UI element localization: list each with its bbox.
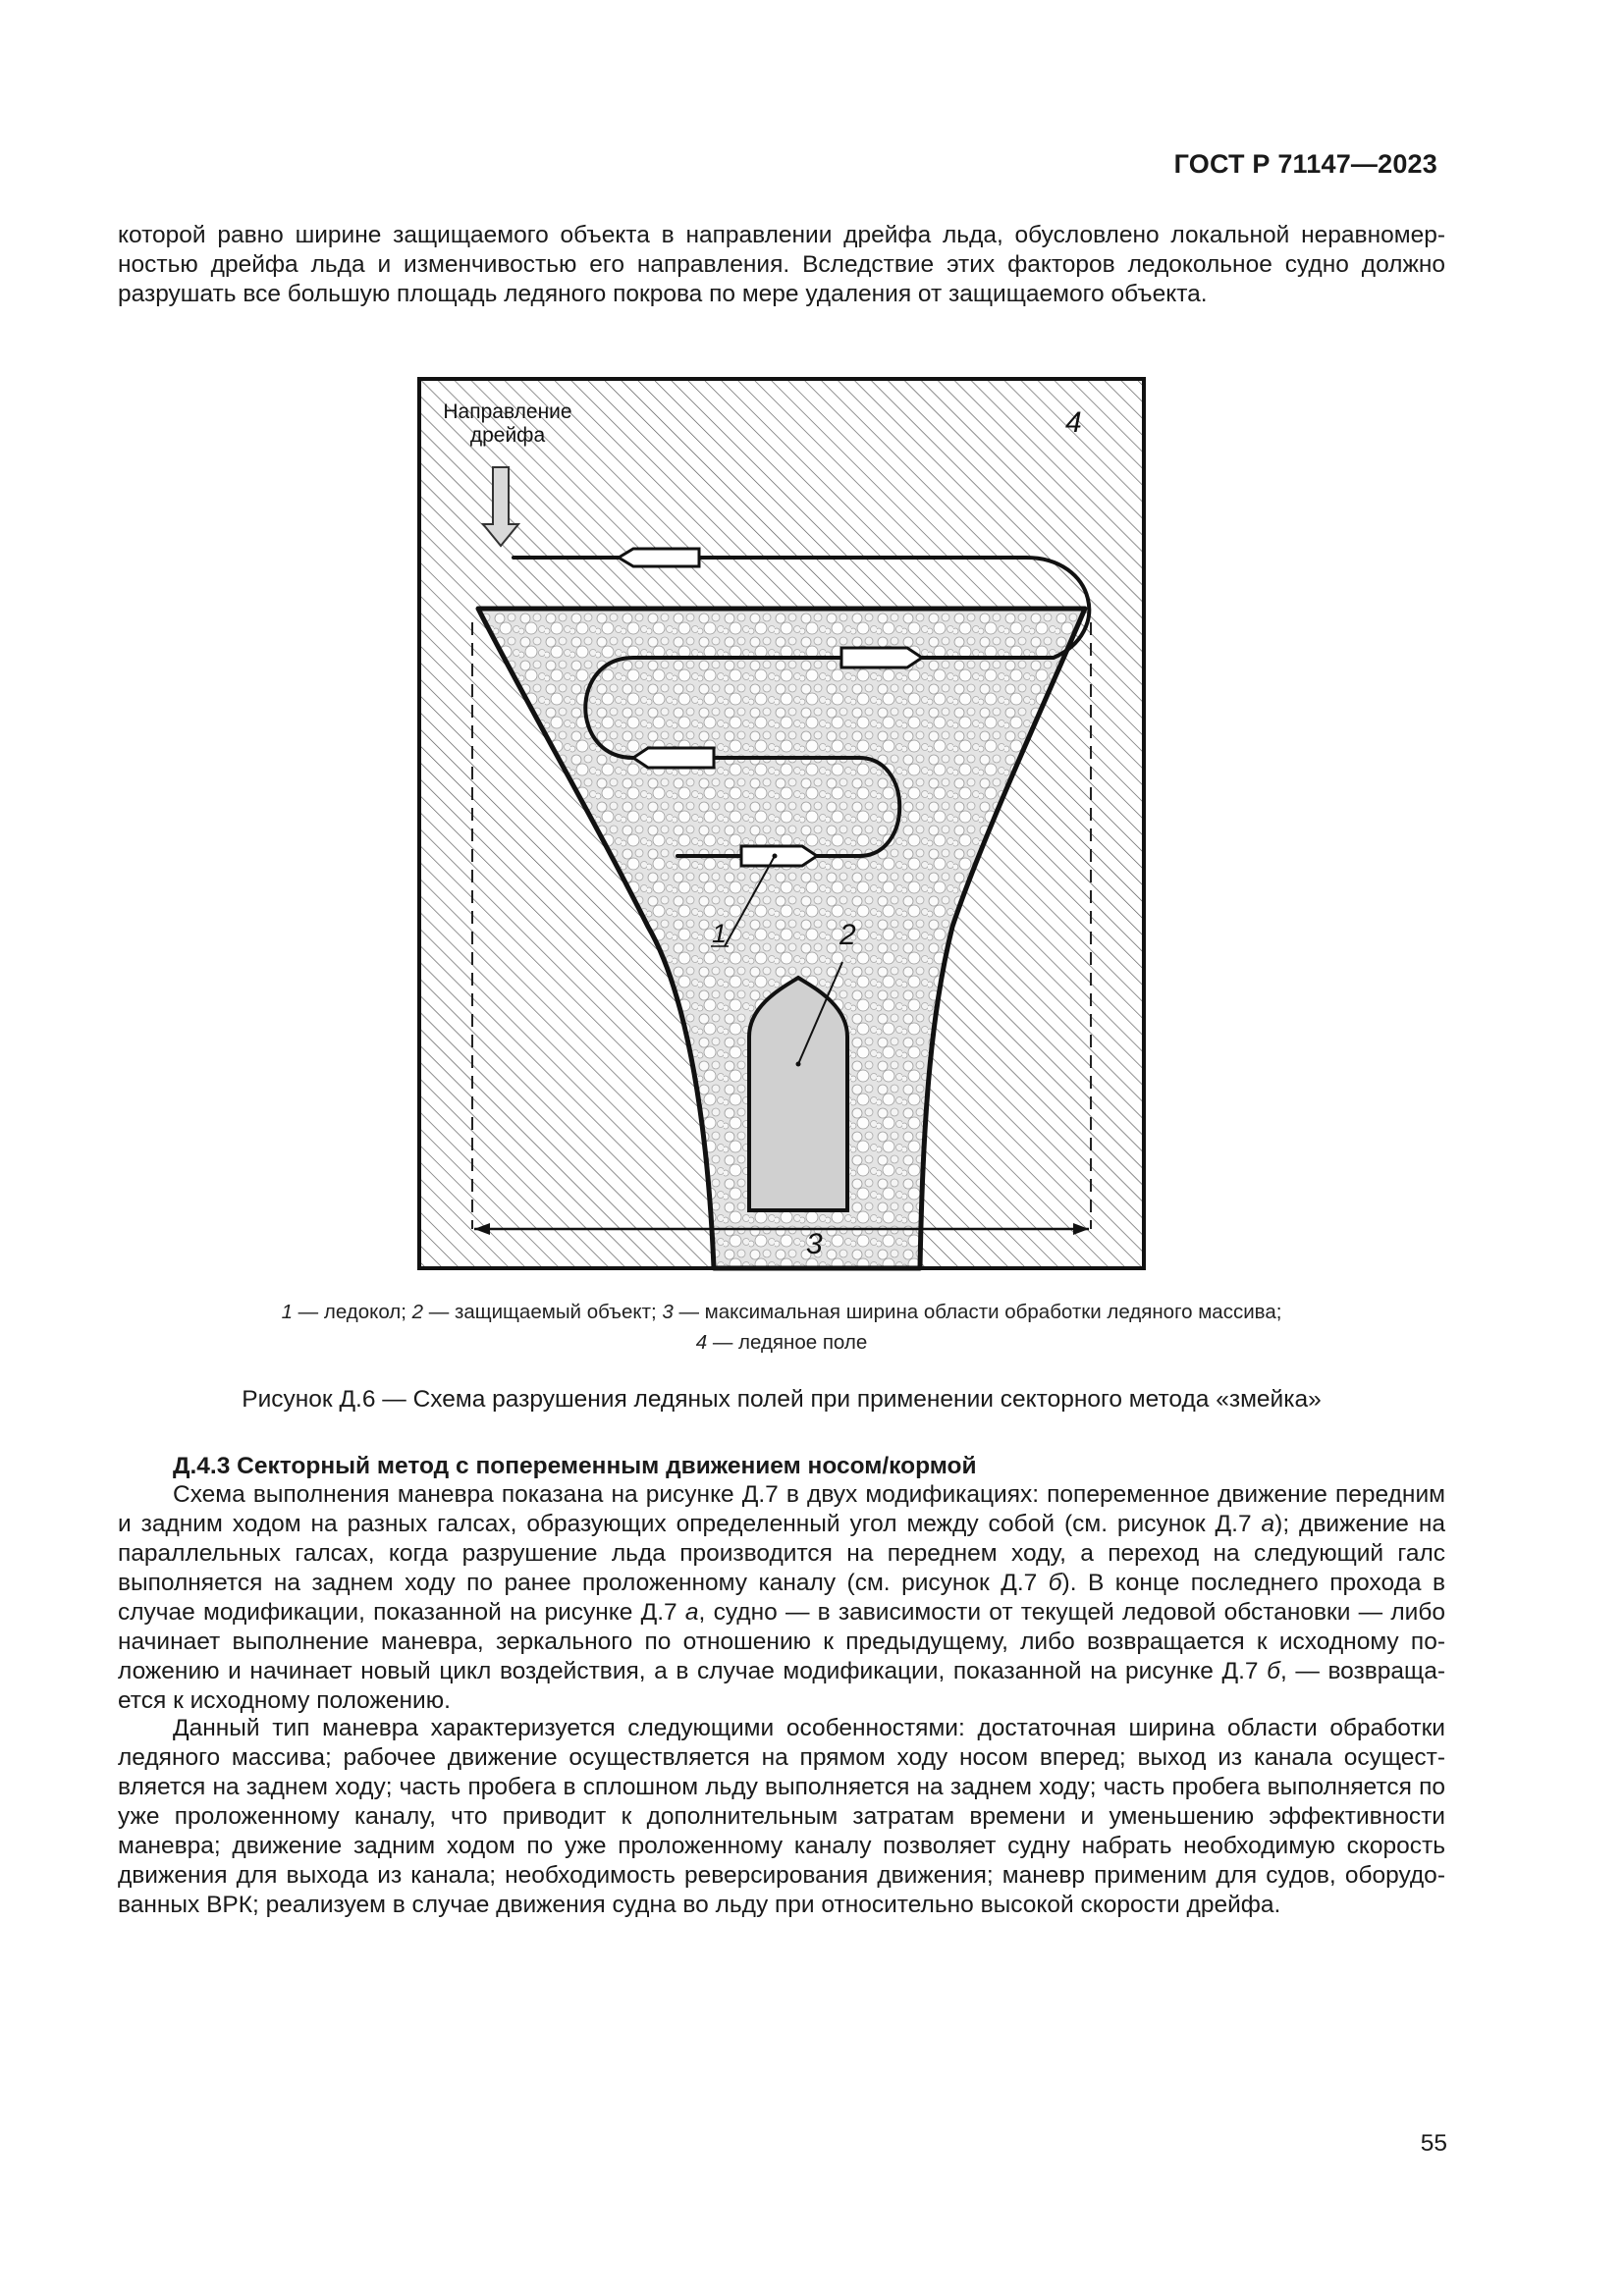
legend-num-1: 1: [281, 1301, 293, 1323]
p1-italic-d: б: [1267, 1658, 1280, 1684]
legend-text-2: — защищаемый объект;: [423, 1301, 663, 1323]
page-number: 55: [1420, 2130, 1447, 2157]
legend-text-1: — ледокол;: [292, 1301, 412, 1323]
section-paragraph-2: [118, 1714, 1445, 1920]
leader-dot-2: [796, 1062, 801, 1067]
p1-italic-b: б: [1048, 1570, 1062, 1596]
icebreaker-ship-main: [741, 846, 817, 866]
intro-paragraph: [118, 221, 1445, 309]
paragraph-2-text: Данный тип маневра характеризуется следующими особенностями: достаточная ширина области обработки ледяного массива; рабочее движение осуществляется на прямом ходу носом вперед; выход из канала осуществляется на заднем ходу; часть пробега в сплошном льду выполняется на заднем ходу; часть пробега выполняется по уже проложенному каналу, что приводит к дополнительным затратам времени и уменьшению эффективности маневра; движение задним ходом по уже проложенному каналу позволяет судну набрать необходимую скорость движения для выхода из канала; необходимость реверсирования движения; маневр применим для судов, оборудованных ВРК; реализуем в случае движения судна во льду при относительно высокой скорости дрейфа.: [118, 1715, 1445, 1918]
drift-label-line1: Направление: [443, 400, 572, 423]
drift-label-line2: дрейфа: [469, 424, 546, 447]
p1-part-b: ); движение на параллельных галсах, когда разрушение льда производится на переднем ходу, а переход на следующий галс выполняется на заднем ходу по ранее проложенному каналу (см. рисунок Д.7: [118, 1511, 1445, 1596]
figure-d6: [417, 377, 1146, 1272]
paragraph-1-text: [118, 1480, 1445, 1716]
leader-dot-1: [773, 854, 778, 859]
icebreaker-ship-top: [619, 549, 699, 566]
label-4: 4: [1065, 406, 1082, 439]
icebreaker-ship-third: [633, 748, 714, 768]
protected-object: [749, 978, 847, 1210]
label-1: 1: [712, 919, 728, 948]
document-header: ГОСТ Р 71147—2023: [1173, 149, 1437, 179]
p1-part-c: ). В конце последнего прохода в случае модификации, показанной на рисунке Д.7: [118, 1570, 1445, 1626]
legend-num-3: 3: [662, 1301, 674, 1323]
legend-text-4: — ледяное поле: [707, 1331, 868, 1354]
legend-line-1: [118, 1297, 1445, 1327]
intro-text: которой равно ширине защищаемого объекта в направлении дрейфа льда, обусловлено локальной неравномерностью дрейфа льда и изменчивостью его направления. Вследствие этих факторов ледокольное судно должно разрушать все большую площадь ледяного покрова по мере удаления от защищаемого объекта.: [118, 222, 1445, 307]
legend-line-2: [118, 1327, 1445, 1358]
p1-part-e: , — возвращается к исходному положению.: [118, 1658, 1445, 1714]
legend-text-3: — максимальная ширина области обработки ледяного массива;: [673, 1301, 1282, 1323]
figure-d6-diagram: [417, 377, 1146, 1272]
p1-part-a: Схема выполнения маневра показана на рисунке Д.7 в двух модификациях: попеременное движение передним и задним ходом на разных галсах, образующих определенный угол между собой (см. рисунок Д.7: [118, 1481, 1445, 1537]
legend-num-2: 2: [411, 1301, 424, 1323]
section-paragraph-1: [118, 1480, 1445, 1716]
label-2: 2: [839, 919, 856, 951]
label-3: 3: [806, 1228, 823, 1260]
legend-num-4: 4: [695, 1331, 708, 1354]
p1-part-d: , судно — в зависимости от текущей ледовой обстановки — либо начинает выполнение маневра, зеркального по отношению к предыдущему, либо возвращается к исходному положению и начинает новый цикл воздействия, а в случае модификации, показанной на рисунке Д.7: [118, 1599, 1446, 1684]
p1-italic-c: а: [684, 1599, 699, 1626]
icebreaker-ship-second: [841, 648, 922, 667]
figure-caption: Рисунок Д.6 — Схема разрушения ледяных полей при применении секторного метода «змейка»: [242, 1386, 1322, 1413]
p1-italic-a: а: [1261, 1511, 1275, 1537]
section-heading: Д.4.3 Секторный метод с попеременным движением носом/кормой: [173, 1453, 977, 1479]
figure-legend: [118, 1297, 1445, 1358]
